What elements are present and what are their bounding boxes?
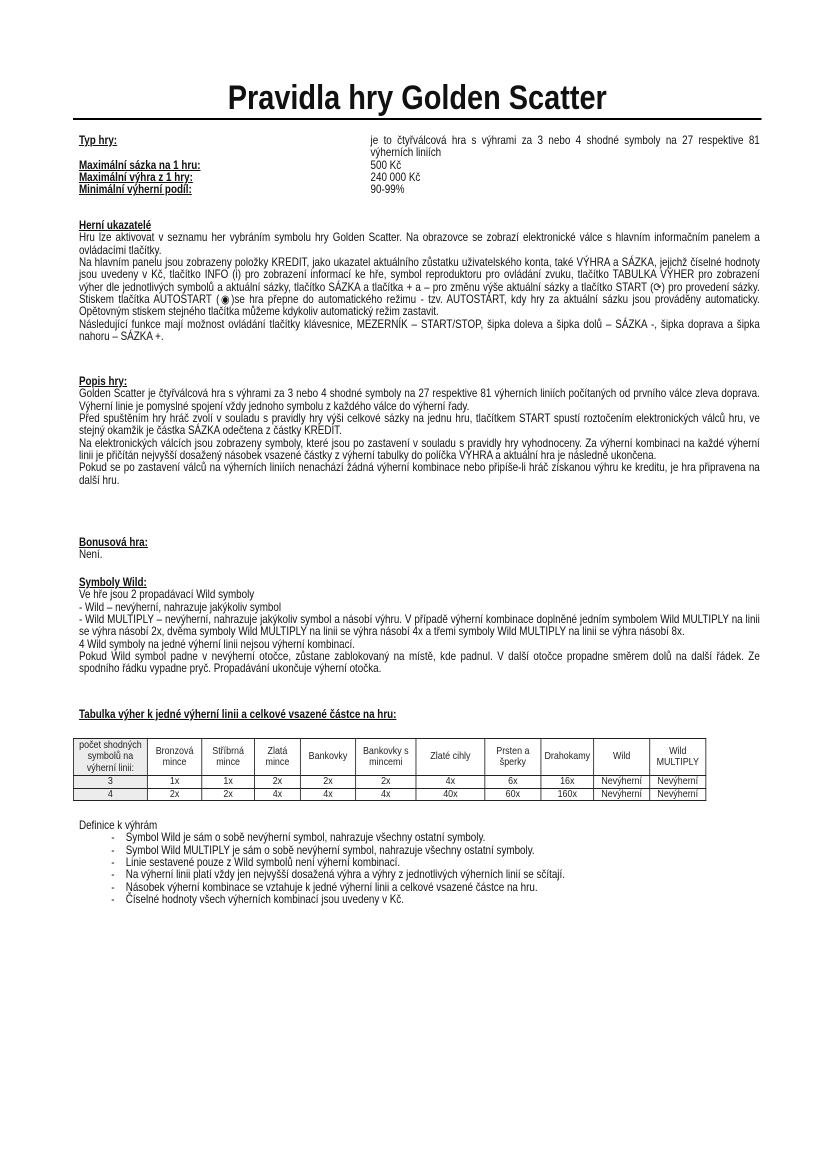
table-cell: Nevýherní [650,776,706,789]
table-header-cell: Bankovky s mincemi [356,739,416,776]
table-header-cell: Wild [594,739,650,776]
list-item: - Číselné hodnoty všech výherních kombinací jsou uvedeny v Kč. [111,894,760,906]
table-cell: Nevýherní [594,776,650,789]
table-cell: 6x [485,776,541,789]
paragraph: - Wild – nevýherní, nahrazuje jakýkoliv symbol [78,600,282,614]
paragraph: Pokud Wild symbol padne v nevýherní otočce, zůstane zablokovaný na místě, kde padnul. V další otočce propadne směrem dolů na další řádek. Ze spodního řádku vypadne pryč. Propadávání ukončuje výherní otočka. [78,650,760,676]
table-cell: 16x [541,776,594,789]
bonus-section [79,537,760,562]
info-label: Typ hry: [78,134,118,147]
definitions-list [79,832,760,906]
table-header-cell: počet shodných symbolů na výherní linii: [73,739,147,776]
table-row [73,788,705,801]
table-cell: 4x [254,788,300,801]
info-value: 500 Kč [370,158,402,172]
table-cell: Nevýherní [594,788,650,801]
table-header-cell: Bronzová mince [147,739,201,776]
paragraph: Hru lze aktivovat v seznamu her vybráním symbolu hry Golden Scatter. Na obrazovce se zobrazí elektronické válce s hlavním informačním panelem a ovládacími tlačítky. [78,231,760,257]
title-divider [73,118,762,120]
paragraph: Následující funkce mají možnost ovládání tlačítky klávesnice, MEZERNÍK – START/STOP, šipka doleva a šipka dolů – SÁZKA -, šipka doprava a šipka nahoru – SÁZKA +. [78,317,760,344]
paragraph: 4 Wild symboly na jedné výherní linii nejsou výherní kombinací. [78,637,356,651]
table-cell: 160x [541,788,594,801]
paragraph: Není. [78,548,103,562]
table-cell: 2x [356,776,416,789]
section-heading: Herní ukazatelé [78,219,152,232]
section-heading: Popis hry: [78,375,128,388]
table-header-cell: Zlatá mince [254,739,300,776]
table-cell: 2x [300,776,355,789]
list-item: - Symbol Wild je sám o sobě nevýherní symbol, nahrazuje všechny ostatní symboly. [111,832,760,844]
game-info [79,135,760,197]
page-title: Pravidla hry Golden Scatter [227,79,607,117]
info-row [79,184,760,196]
table-header-cell: Zlaté cihly [416,739,485,776]
table-cell: 2x [147,788,201,801]
info-value: je to čtyřválcová hra s výhrami za 3 nebo 4 shodné symboly na 27 respektive 81 výherních liniích [370,134,760,160]
section-heading: Tabulka výher k jedné výherní linii a celkové vsazené částce na hru: [78,708,397,721]
paragraph: - Wild MULTIPLY – nevýherní, nahrazuje jakýkoliv symbol a násobí výhru. V případě výherní kombinace doplněné jedním symbolem Wild MULTIPLY na linii se výhra násobí 2x, dvěma symboly Wild MULTIPLY na linii se výhra násobí 4x a třemi symboly Wild MULTIPLY na linii se výhra násobí 8x. [78,613,760,639]
info-label: Minimální výherní podíl: [78,183,192,197]
section-heading: Symboly Wild: [78,576,147,589]
paragraph: Ve hře jsou 2 propadávací Wild symboly [78,588,255,602]
list-item: - Linie sestavené pouze z Wild symbolů není výherní kombinací. [111,857,760,869]
table-header-cell: Bankovky [300,739,355,776]
info-value: 90-99% [370,183,405,197]
table-header-cell: Stříbrná mince [202,739,255,776]
table-cell: 3 [73,776,147,789]
definitions-section [79,820,760,906]
table-cell: 4x [300,788,355,801]
info-value: 240 000 Kč [370,171,421,185]
paytable [73,738,706,801]
table-cell: 2x [202,788,255,801]
info-label: Maximální výhra z 1 hry: [78,171,193,185]
paragraph: Na elektronických válcích jsou zobrazeny symboly, které jsou po zastavení v souladu s pravidly hry vyhodnoceny. Za výherní kombinaci na každé výherní linii je přičítán nejvyšší dosažený násobek vsazené částky z výherní tabulky do políčka VÝHRA a aktuální hra je následně ukončena. [78,436,760,463]
table-row [73,776,705,789]
table-cell: 2x [254,776,300,789]
paragraph: Golden Scatter je čtyřválcová hra s výhrami za 3 nebo 4 shodné symboly na 27 respektive 81 výherních liniích počítaných od prvního válce zleva doprava. Výherní linie je pomyslné spojení vždy jednoho symbolu z každého válce do výherní řady. [78,387,760,413]
paragraph: Na hlavním panelu jsou zobrazeny položky KREDIT, jako ukazatel aktuálního zůstatku uživatelského konta, také VÝHRA a SÁZKA, jejichž číselné hodnoty jsou uvedeny v Kč, tlačítko INFO (i) pro zobrazení informací ke hře, symbol reproduktoru pro ovládání zvuku, tlačítko TABULKA VÝHER pro zobrazení výher dle jednotlivých symbolů a aktuální sázky, tlačítko SÁZKA a tlačítka + a – pro změnu výše aktuální sázky a tlačítko START (⟳) pro provedení sázky. Stiskem tlačítka AUTOSTART (◉)se hra přepne do automatického režimu - tzv. AUTOSTART, kdy hry za aktuální sázku jsou prováděny automaticky. Opětovným stiskem stejného tlačítka můžeme kdykoliv automatický režim zastavit. [78,256,760,319]
table-header-cell: Wild MULTIPLY [650,739,706,776]
table-cell: 1x [202,776,255,789]
table-cell: 4x [416,776,485,789]
description-section [79,376,760,487]
table-cell: 4x [356,788,416,801]
table-cell: 1x [147,776,201,789]
list-item: - Na výherní linii platí vždy jen nejvyšší dosažená výhra a výhry z jednotlivých výherních linií se sčítají. [111,869,760,881]
paragraph: Před spuštěním hry hráč zvolí v souladu s pravidly hry výši celkové sázky na jednu hru, tlačítkem START spustí roztočením elektronických válců hru, ve stejný okamžik je částka SÁZKA odečtena z částky KREDIT. [78,412,760,438]
wild-section [79,577,760,676]
table-header-row [73,739,705,776]
table-header-cell: Drahokamy [541,739,594,776]
table-cell: 60x [485,788,541,801]
table-cell: 40x [416,788,485,801]
paragraph: Pokud se po zastavení válců na výherních liniích nenachází žádná výherní kombinace nebo připíše-li hráč získanou výhru ke kreditu, je hra připravena na další hru. [78,461,760,487]
list-item: - Symbol Wild MULTIPLY je sám o sobě nevýherní symbol, nahrazuje všechny ostatní symboly. [111,845,760,857]
paytable-heading-block [79,709,760,721]
info-row [79,135,760,160]
table-header-cell: Prsten a šperky [485,739,541,776]
section-heading: Definice k výhrám [78,819,158,832]
section-heading: Bonusová hra: [78,536,148,549]
table-cell: Nevýherní [650,788,706,801]
table-cell: 4 [73,788,147,801]
info-label: Maximální sázka na 1 hru: [78,158,201,172]
indicators-section [79,220,760,343]
list-item: - Násobek výherní kombinace se vztahuje k jedné výherní linii a celkové vsazené částce na hru. [111,882,760,894]
